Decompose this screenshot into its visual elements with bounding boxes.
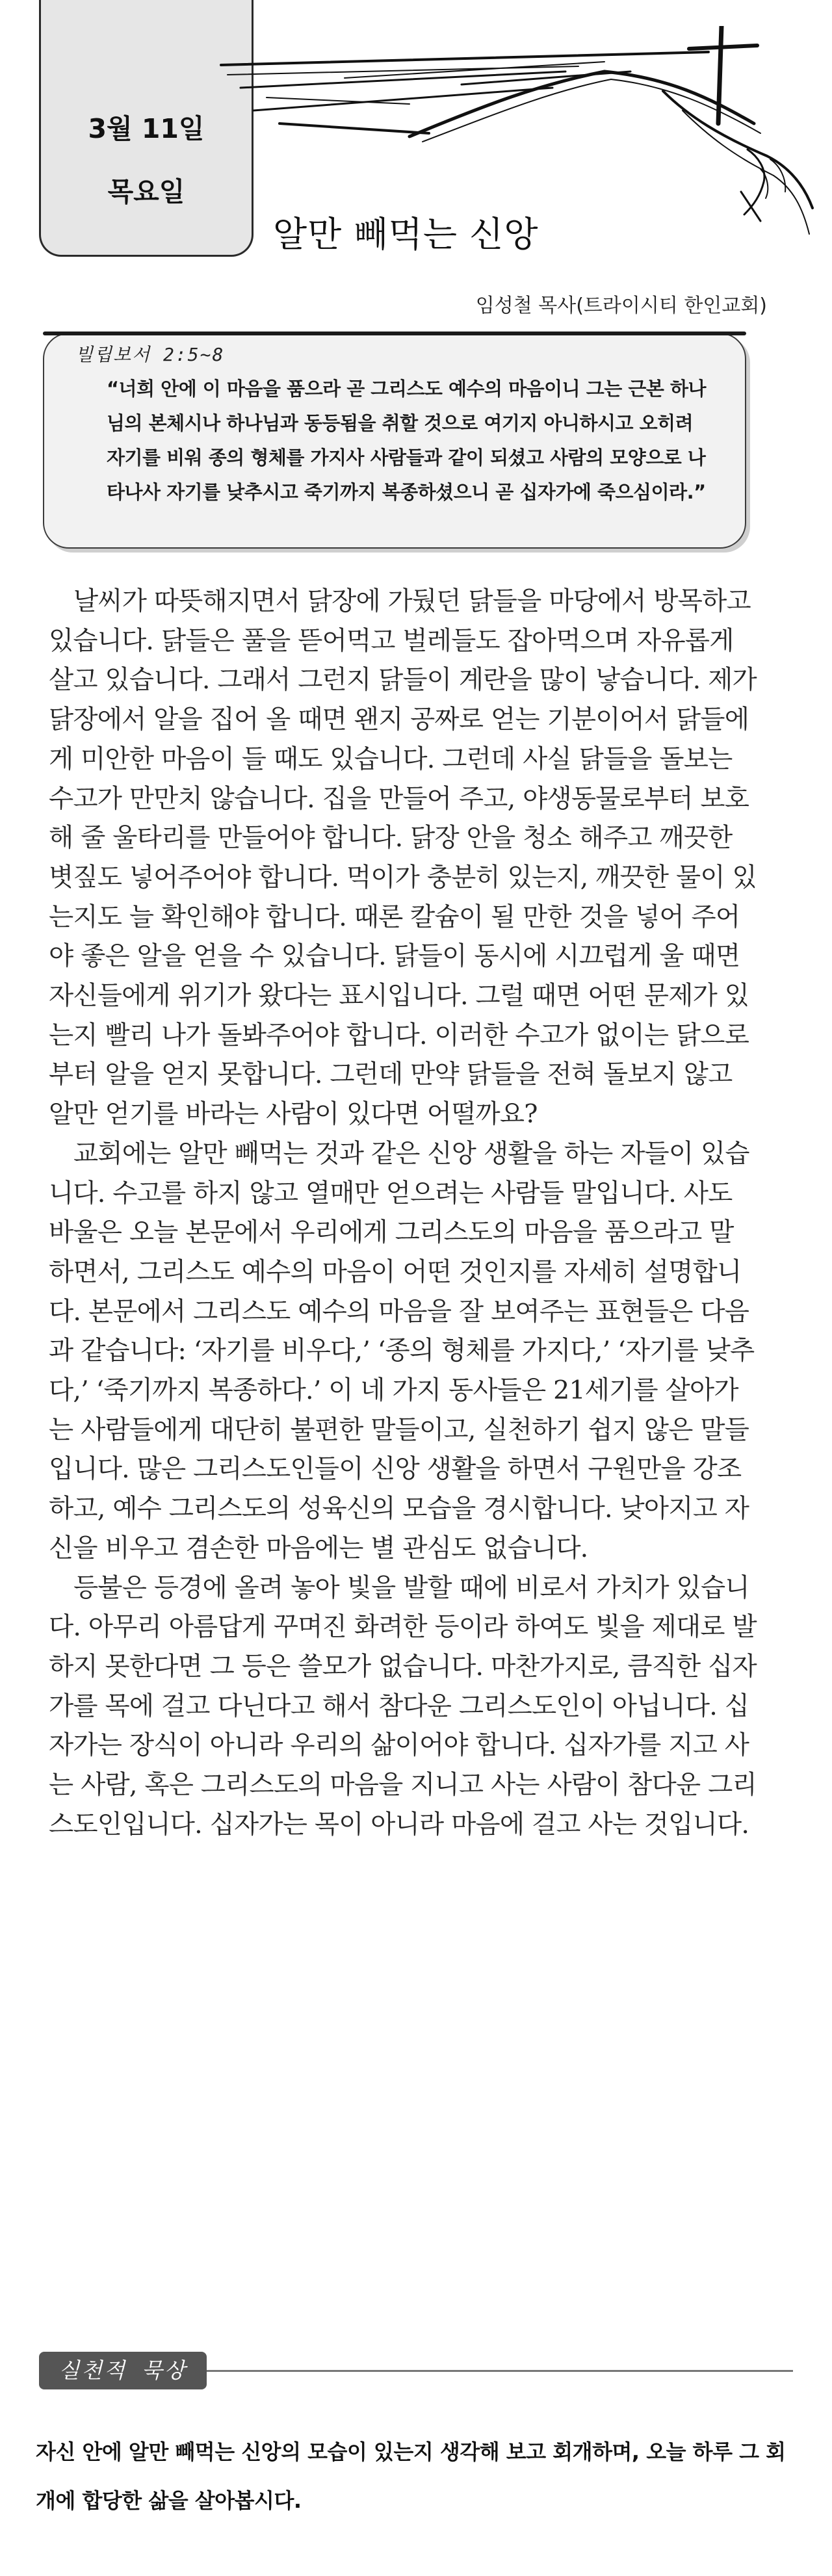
date-label: 3월 11일 — [88, 113, 205, 144]
page-title: 알만 빼먹는 신앙 — [273, 214, 539, 255]
scripture-top-bar — [43, 332, 746, 335]
devotional-body — [49, 582, 757, 1845]
day-label: 목요일 — [107, 176, 185, 207]
scripture-text: “너희 안에 이 마음을 품으라 곧 그리스도 예수의 마음이니 그는 근본 하나님의 본체시나 하나님과 동등됨을 취할 것으로 여기지 아니하시고 오히려 자기를 비워 종의 형체를 가지사 사람들과 같이 되셨고 사람의 모양으로 나타나사 자기를 낮추시고 죽기까지 복종하셨으니 곧 십자가에 죽으심이라.” — [107, 378, 707, 503]
body-paragraph: 날씨가 따뜻해지면서 닭장에 가뒀던 닭들을 마당에서 방목하고 있습니다. 닭들은 풀을 뜯어먹고 벌레들도 잡아먹으며 자유롭게 살고 있습니다. 그래서 그런지 닭들이 계란을 많이 낳습니다. 제가 닭장에서 알을 집어 올 때면 왠지 공짜로 얻는 기분이어서 닭들에게 미안한 마음이 들 때도 있습니다. 그런데 사실 닭들을 돌보는 수고가 만만치 않습니다. 집을 만들어 주고, 야생동물로부터 보호해 줄 울타리를 만들어야 합니다. 닭장 안을 청소 해주고 깨끗한 볏짚도 넣어주어야 합니다. 먹이가 충분히 있는지, 깨끗한 물이 있는지도 늘 확인해야 합니다. 때론 칼슘이 될 만한 것을 넣어 주어야 좋은 알을 얻을 수 있습니다. 닭들이 동시에 시끄럽게 울 때면 자신들에게 위기가 왔다는 표시입니다. 그럴 때면 어떤 문제가 있는지 빨리 나가 돌봐주어야 합니다. 이러한 수고가 없이는 닭으로부터 알을 얻지 못합니다. 그런데 만약 닭들을 전혀 돌보지 않고 알만 얻기를 바라는 사람이 있다면 어떨까요? — [49, 586, 757, 1130]
meditation-divider — [207, 2370, 793, 2372]
scripture-box — [43, 333, 746, 549]
body-paragraph: 등불은 등경에 올려 놓아 빛을 발할 때에 비로서 가치가 있습니다. 아무리 아름답게 꾸며진 화려한 등이라 하여도 빛을 제대로 발하지 못한다면 그 등은 쓸모가 없습니다. 마찬가지로, 큼직한 십자가를 목에 걸고 다닌다고 해서 참다운 그리스도인이 아닙니다. 십자가는 장식이 아니라 우리의 삶이어야 합니다. 십자가를 지고 사는 사람, 혹은 그리스도의 마음을 지니고 사는 사람이 참다운 그리스도인입니다. 십자가는 목이 아니라 마음에 걸고 사는 것입니다. — [49, 1572, 757, 1840]
meditation-label: 실천적 묵상 — [39, 2352, 207, 2389]
body-paragraph: 교회에는 알만 빼먹는 것과 같은 신앙 생활을 하는 자들이 있습니다. 수고를 하지 않고 열매만 얻으려는 사람들 말입니다. 사도 바울은 오늘 본문에서 우리에게 그리스도의 마음을 품으라고 말하면서, 그리스도 예수의 마음이 어떤 것인지를 자세히 설명합니다. 본문에서 그리스도 예수의 마음을 잘 보여주는 표현들은 다음과 같습니다: ‘자기를 비우다,’ ‘종의 형체를 가지다,’ ‘자기를 낮추다,’ ‘죽기까지 복종하다.’ 이 네 가지 동사들은 21세기를 살아가는 사람들에게 대단히 불편한 말들이고, 실천하기 쉽지 않은 말들입니다. 많은 그리스도인들이 신앙 생활을 하면서 구원만을 강조하고, 예수 그리스도의 성육신의 모습을 경시합니다. 낮아지고 자신을 비우고 겸손한 마음에는 별 관심도 없습니다. — [49, 1138, 755, 1563]
scripture-reference: 빌립보서 2:5~8 — [75, 344, 225, 365]
meditation-text: 자신 안에 알만 빼먹는 신앙의 모습이 있는지 생각해 보고 회개하며, 오늘 하루 그 회개에 합당한 삶을 살아봅시다. — [36, 2439, 786, 2513]
author-line: 임성철 목사(트라이시티 한인교회) — [475, 294, 767, 317]
